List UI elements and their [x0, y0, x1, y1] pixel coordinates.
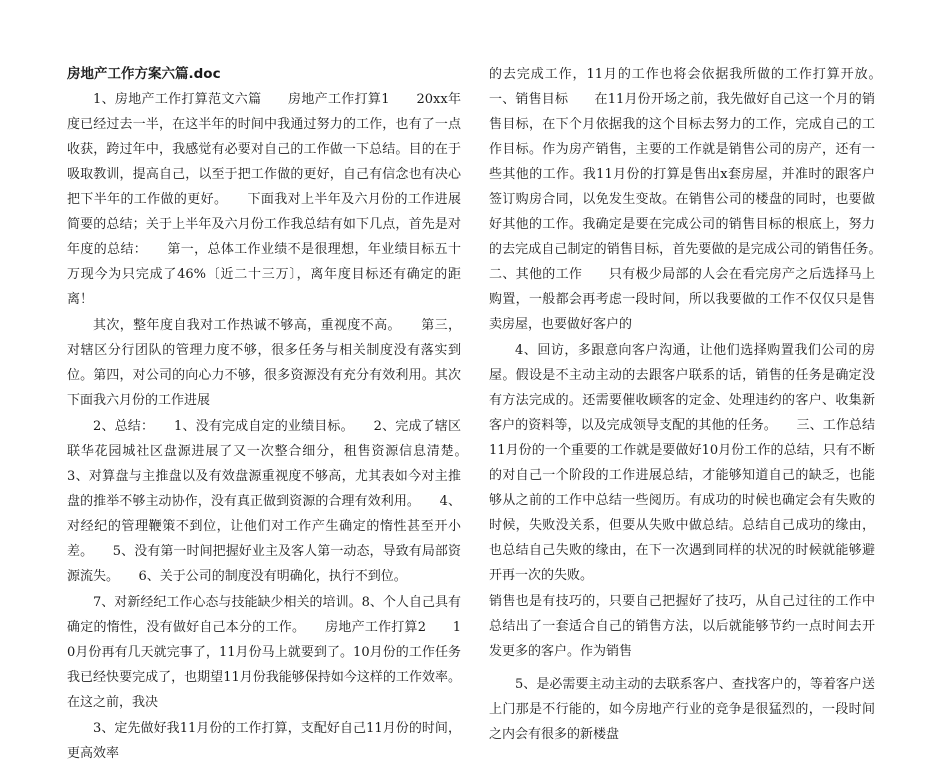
paragraph: 销售也是有技巧的，只要自己把握好了技巧，从自己过往的工作中总结出了一套适合自己的销售方法，以后就能够节约一点时间去开发更多的客户。作为销售: [489, 594, 875, 659]
paragraph: 5、是必需要主动主动的去联系客户、查找客户的，等着客户送上门那是不行能的，如今房地产行业的竞争是很猛烈的，一段时间之内会有很多的新楼盘: [489, 677, 875, 742]
paragraph: 1、房地产工作打算范文六篇 房地产工作打算1 20xx年度已经过去一半，在这半年的时间中我通过努力的工作，也有了一点收获，跨过年中，我感觉有必要对自己的工作做一下总结。目的在于吸取教训，提高自己，以至于把工作做的更好，自己有信念也有决心把下半年的工作做的更好。 下面我对上半年及六月份的工作进展简要的总结；关于上半年及六月份工作我总结有如下几点，首先是对年度的总结： 第一，总体工作业绩不是很理想，年业绩目标五十万现今为只完成了46%〔近二十三万〕，离年度目标还有确定的距离！: [67, 92, 461, 307]
paragraph: 4、回访，多跟意向客户沟通，让他们选择购置我们公司的房屋。假设是不主动主动的去跟客户联系的话，销售的任务是确定没有方法完成的。还需要催收顾客的定金、处理违约的客户、收集新客户的资料等，以及完成领导支配的其他的任务。 三、工作总结 11月份的一个重要的工作就是要做好10月份工作的总结，只有不断的对自己一个阶段的工作进展总结，才能够知道自己的缺乏，也能够从之前的工作中总结一些阅历。有成功的时候也确定会有失败的时候，失败没关系，但要从失败中做总结。总结自己成功的缘由，也总结自己失败的缘由，在下一次遇到同样的状况的时候就能够避开再一次的失败。: [489, 343, 902, 583]
paragraph: 2、总结： 1、没有完成自定的业绩目标。 2、完成了辖区联华花园城社区盘源进展了又一次整合细分，租售资源信息清楚。 3、对算盘与主推盘以及有效盘源重视度不够高，尤其表如今对主推盘的推举不够主动协作，没有真正做到资源的合理有效利用。 4、对经纪的管理鞭策不到位，让他们对工作产生确定的惰性甚至开小差。 5、没有第一时间把握好业主及客人第一动态，导致有局部资源流失。 6、关于公司的制度没有明确化，执行不到位。: [67, 419, 488, 584]
right-column: [489, 62, 902, 748]
paragraph: 3、定先做好我11月份的工作打算，支配好自己11月份的时间，更高效率: [67, 721, 461, 761]
paragraph: 其次，整年度自我对工作热诚不够高，重视度不高。 第三，对辖区分行团队的管理力度不够，很多任务与相关制度没有落实到位。第四，对公司的向心力不够，很多资源没有充分有效利用。其次下面我六月份的工作进展: [67, 318, 461, 408]
document-title: 房地产工作方案六篇.doc: [67, 66, 221, 82]
paragraph: 的去完成工作，11月的工作也将会依据我所做的工作打算开放。 一、销售目标 在11月份开场之前，我先做好自己这一个月的销售目标，在下个月依据我的这个目标去努力的工作，完成自己的工作目标。作为房产销售，主要的工作就是销售公司的房产，还有一些其他的工作。我11月份的打算是售出x套房屋，并准时的跟客户签订购房合同，以免发生变故。在销售公司的楼盘的同时，也要做好其他的工作。我确定是要在完成公司的销售目标的根底上，努力的去完成自己制定的销售目标，首先要做的是完成公司的销售任务。 二、其他的工作 只有极少局部的人会在看完房产之后选择马上购置，一般都会再考虑一段时间，所以我要做的工作不仅仅只是售卖房屋，也要做好客户的: [489, 67, 902, 332]
paragraph: 7、对新经纪工作心态与技能缺少相关的培训。8、个人自己具有确定的惰性，没有做好自己本分的工作。 房地产工作打算2 10月份再有几天就完事了，11月份马上就要到了。10月份的工作任务我已经快要完成了，也期望11月份我能够保持如今这样的工作效率。在这之前，我决: [67, 595, 461, 710]
left-column: [67, 62, 488, 767]
